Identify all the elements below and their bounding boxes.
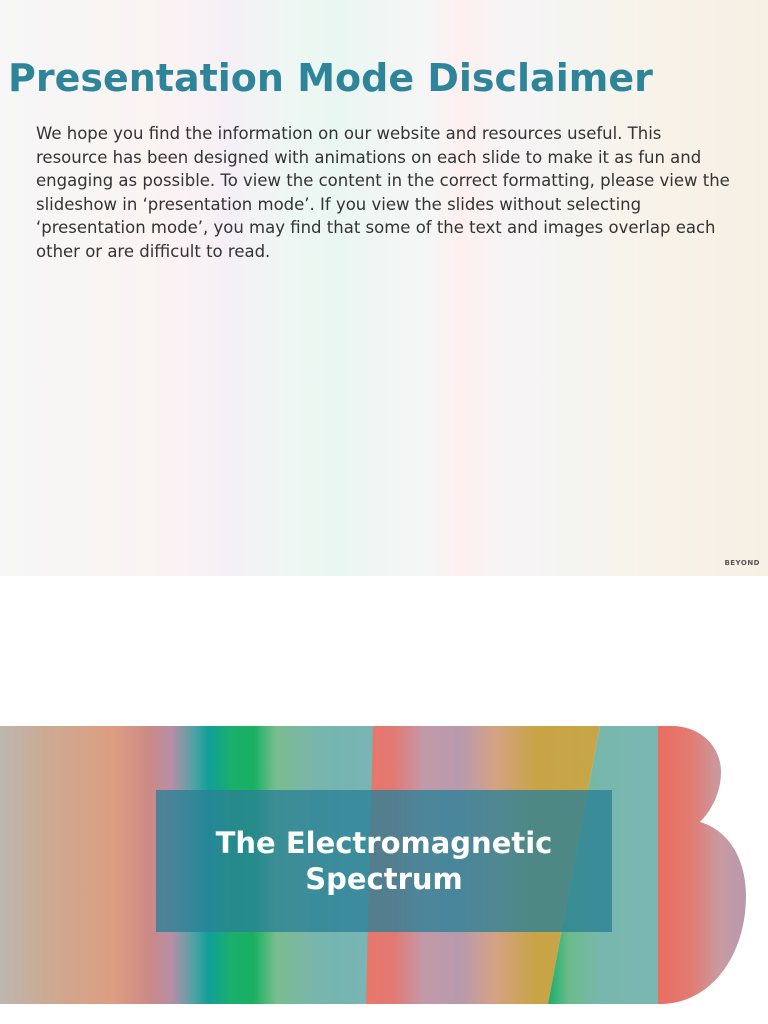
brand-logo-text: BEYOND — [724, 559, 760, 567]
presentation-title: The Electromagnetic Spectrum — [215, 826, 553, 896]
slide-title: Presentation Mode Disclaimer — [8, 56, 653, 100]
disclaimer-text: We hope you find the information on our website and resources useful. This resource has been designed with animations on each slide to make it as fun and engaging as possible. To view the content in the correct formatting, please view the slideshow in ‘presentation mode’. If you view the slides without selecting ‘presentation mode’, you may find that some of the text and images overlap each other or are difficult to read. — [36, 124, 730, 261]
title-slide — [0, 576, 768, 1024]
title-box — [156, 790, 612, 932]
